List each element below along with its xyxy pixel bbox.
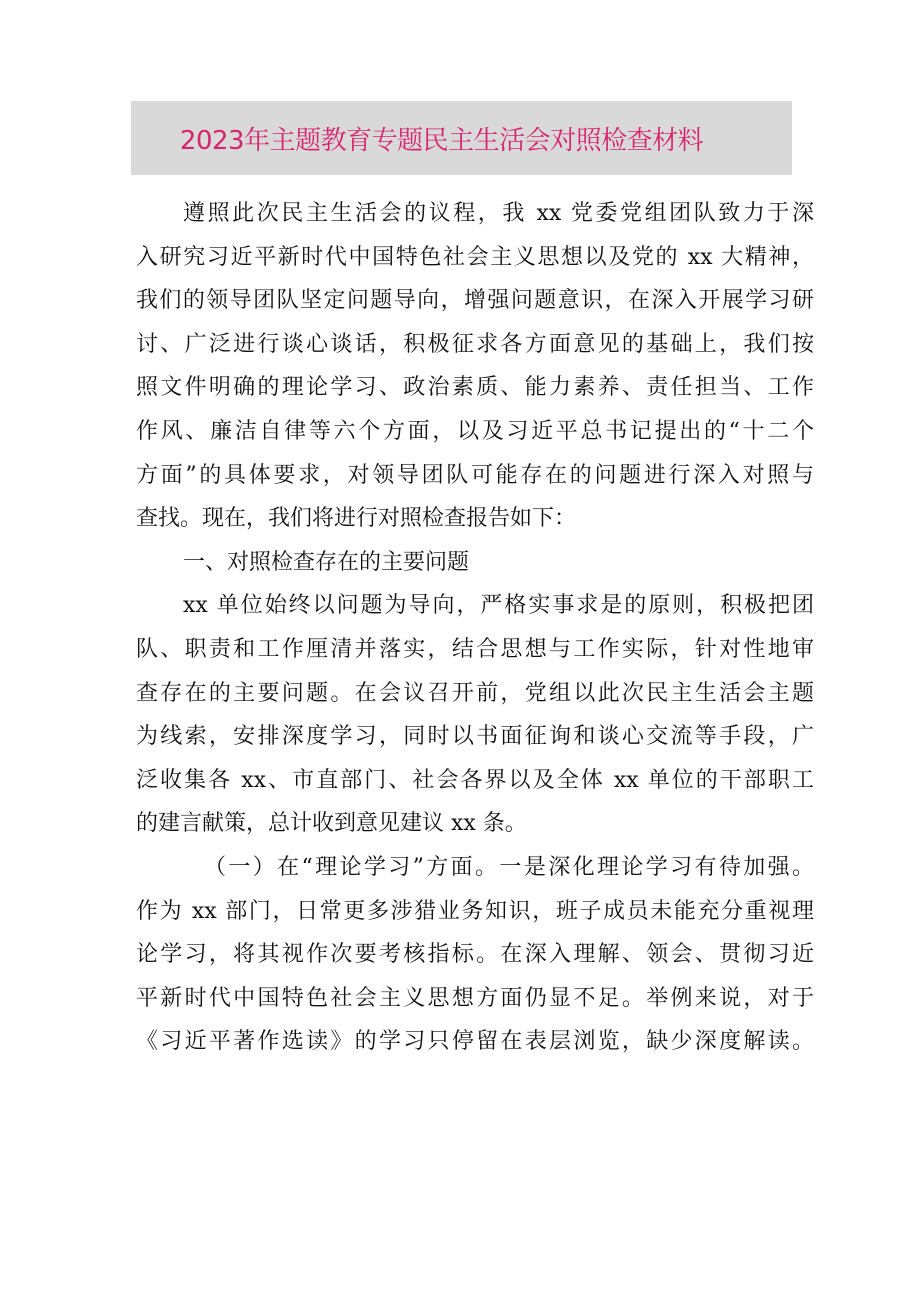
para1-line3: 我们的领导团队坚定问题导向，增强问题意识，在深入开展学习研 — [136, 288, 814, 314]
para1-line8: 查找。现在，我们将进行对照检查报告如下： — [136, 506, 577, 532]
para3-line2: 作为 xx 部门，日常更多涉猎业务知识，班子成员未能充分重视理 — [136, 898, 814, 924]
para3-line1: （一）在“理论学习”方面。一是深化理论学习有待加强。 — [204, 854, 814, 880]
para1-line4: 讨、广泛进行谈心谈话，积极征求各方面意见的基础上，我们按 — [136, 331, 814, 357]
para2-line5: 泛收集各 xx、市直部门、社会各界以及全体 xx 单位的干部职工 — [136, 767, 814, 793]
para2-line2: 队、职责和工作厘清并落实，结合思想与工作实际，针对性地审 — [136, 636, 814, 662]
title-band — [131, 101, 792, 175]
para3-line5: 《习近平著作选读》的学习只停留在表层浏览，缺少深度解读。 — [136, 1029, 814, 1055]
para2-line3: 查存在的主要问题。在会议召开前，党组以此次民主生活会主题 — [136, 680, 814, 706]
para1-line1: 遵照此次民主生活会的议程，我 xx 党委党组团队致力于深 — [183, 201, 814, 226]
para1-line7: 方面”的具体要求，对领导团队可能存在的问题进行深入对照与 — [136, 462, 814, 488]
section-heading: 一、对照检查存在的主要问题 — [183, 549, 470, 575]
para2-line4: 为线索，安排深度学习，同时以书面征询和谈心交流等手段，广 — [136, 724, 814, 750]
para1-line6: 作风、廉洁自律等六个方面，以及习近平总书记提出的“十二个 — [136, 418, 814, 444]
para1-line2: 入研究习近平新时代中国特色社会主义思想以及党的 xx 大精神， — [136, 244, 814, 270]
para3-line3: 论学习，将其视作次要考核指标。在深入理解、领会、贯彻习近 — [136, 942, 814, 968]
document-body — [136, 192, 814, 1064]
para3-line4: 平新时代中国特色社会主义思想方面仍显不足。举例来说，对于 — [136, 985, 814, 1011]
para2-line6: 的建言献策，总计收到意见建议 xx 条。 — [136, 811, 527, 837]
para2-line1: xx 单位始终以问题为导向，严格实事求是的原则，积极把团 — [183, 593, 814, 619]
document-title: 2023年主题教育专题民主生活会对照检查材料 — [179, 125, 704, 156]
para1-line5: 照文件明确的理论学习、政治素质、能力素养、责任担当、工作 — [136, 375, 814, 401]
